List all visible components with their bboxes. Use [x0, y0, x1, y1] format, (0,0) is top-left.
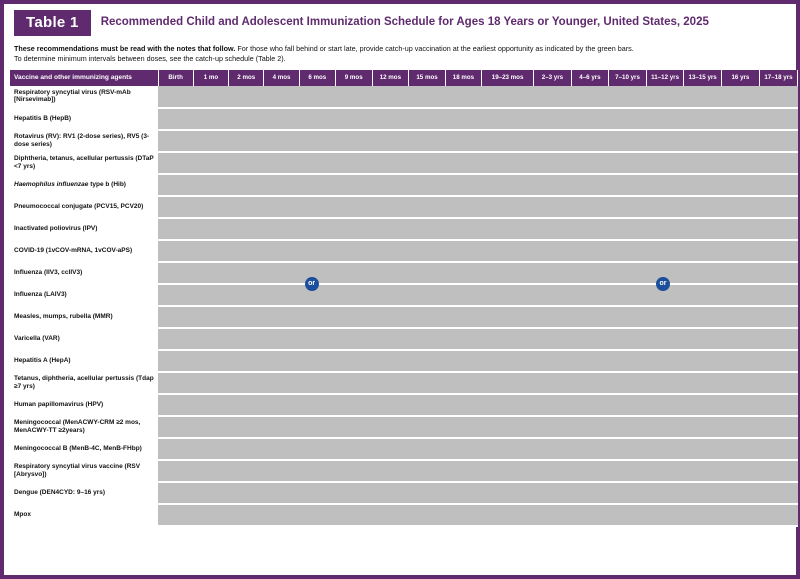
vaccine-name-cell: Respiratory syncytial virus vaccine (RSV [Abrysvo]): [10, 460, 158, 482]
schedule-bar-cell: [158, 482, 798, 504]
or-badge: or: [656, 277, 670, 291]
table-row: [10, 284, 798, 306]
column-header-6-mos: 6 mos: [300, 70, 336, 86]
schedule-bar-cell: [158, 460, 798, 482]
table-number-badge: Table 1: [14, 10, 91, 36]
vaccine-name-cell: Inactivated poliovirus (IPV): [10, 218, 158, 240]
table-row: [10, 108, 798, 130]
column-header-9-mos: 9 mos: [336, 70, 373, 86]
vaccine-name-cell: Influenza (LAIV3): [10, 284, 158, 306]
table-row: [10, 438, 798, 460]
schedule-bar-cell: [158, 108, 798, 130]
table-row: [10, 262, 798, 284]
table-row: [10, 394, 798, 416]
schedule-bar-cell: [158, 86, 798, 108]
table-row: [10, 152, 798, 174]
vaccine-name-cell: Influenza (IIV3, ccIIV3): [10, 262, 158, 284]
vaccine-name-cell: Meningococcal (MenACWY-CRM ≥2 mos, MenACWY-TT ≥2years): [10, 416, 158, 438]
schedule-bar-cell: [158, 262, 798, 288]
column-header-18-mos: 18 mos: [446, 70, 482, 86]
table-row: [10, 460, 798, 482]
schedule-bar-cell: [158, 372, 798, 394]
vaccine-name-cell: Tetanus, diphtheria, acellular pertussis (Tdap ≥7 yrs): [10, 372, 158, 394]
column-header-7-10-yrs: 7–10 yrs: [609, 70, 647, 86]
schedule-bar-cell: [158, 152, 798, 174]
column-header-19-23-mos: 19–23 mos: [482, 70, 534, 86]
vaccine-name-cell: Haemophilus influenzae type b (Hib): [10, 174, 158, 196]
vaccine-name-cell: Mpox: [10, 504, 158, 526]
page-title: Recommended Child and Adolescent Immunization Schedule for Ages 18 Years or Younger, United States, 2025: [100, 16, 709, 29]
schedule-bar-cell: [158, 504, 798, 526]
vaccine-name-cell: Dengue (DEN4CYD: 9–16 yrs): [10, 482, 158, 504]
table-row: [10, 218, 798, 240]
table-row: [10, 196, 798, 218]
schedule-bar-cell: [158, 284, 798, 306]
schedule-bar-cell: [158, 130, 798, 152]
schedule-bar-cell: [158, 394, 798, 416]
note-line2: To determine minimum intervals between doses, see the catch-up schedule (Table 2).: [14, 54, 286, 64]
schedule-bar-cell: [158, 416, 798, 438]
vaccine-name-cell: Diphtheria, tetanus, acellular pertussis (DTaP <7 yrs): [10, 152, 158, 174]
table-row: [10, 130, 798, 152]
table-row: [10, 482, 798, 504]
vaccine-name-cell: Pneumococcal conjugate (PCV15, PCV20): [10, 196, 158, 218]
table-row: [10, 372, 798, 394]
page-header: [4, 4, 796, 42]
column-header-birth: Birth: [159, 70, 194, 86]
vaccine-name-cell: Hepatitis B (HepB): [10, 108, 158, 130]
vaccine-name-cell: COVID-19 (1vCOV-mRNA, 1vCOV-aPS): [10, 240, 158, 262]
column-header-16-yrs: 16 yrs: [722, 70, 760, 86]
table-row: [10, 350, 798, 372]
column-header-15-mos: 15 mos: [409, 70, 446, 86]
column-header-1-mo: 1 mo: [194, 70, 229, 86]
column-header-17-18-yrs: 17–18 yrs: [760, 70, 798, 86]
column-header-4-6-yrs: 4–6 yrs: [572, 70, 610, 86]
schedule-bar-cell: [158, 306, 798, 328]
column-header-vaccine: Vaccine and other immunizing agents: [10, 70, 158, 86]
schedule-bar-cell: [158, 328, 798, 350]
column-header-row: [10, 70, 798, 86]
table-row: [10, 86, 798, 108]
column-header-11-12-yrs: 11–12 yrs: [647, 70, 685, 86]
column-header-2-3-yrs: 2–3 yrs: [534, 70, 572, 86]
schedule-bar-cell: [158, 350, 798, 372]
schedule-bar-cell: [158, 174, 798, 196]
table-row: [10, 306, 798, 328]
vaccine-name-cell: Human papillomavirus (HPV): [10, 394, 158, 416]
column-header-12-mos: 12 mos: [373, 70, 410, 86]
vaccine-name-cell: Hepatitis A (HepA): [10, 350, 158, 372]
table-row: [10, 416, 798, 438]
note-bold: These recommendations must be read with the notes that follow.: [14, 44, 236, 53]
table-row: [10, 504, 798, 526]
header-notes: [4, 42, 796, 70]
schedule-bar-cell: [158, 438, 798, 460]
vaccine-name-cell: Measles, mumps, rubella (MMR): [10, 306, 158, 328]
schedule-bar-cell: [158, 240, 798, 262]
table-row: [10, 174, 798, 196]
column-header-2-mos: 2 mos: [229, 70, 264, 86]
schedule-bar-cell: [158, 196, 798, 218]
schedule-bar-cell: [158, 218, 798, 240]
schedule-table: [10, 70, 798, 527]
vaccine-name-cell: Varicella (VAR): [10, 328, 158, 350]
or-badge: or: [305, 277, 319, 291]
vaccine-name-cell: Respiratory syncytial virus (RSV-mAb [Nirsevimab]): [10, 86, 158, 108]
note-rest: For those who fall behind or start late, provide catch-up vaccination at the earliest opportunity as indicated by the green bars.: [235, 44, 634, 53]
vaccine-name-cell: Meningococcal B (MenB-4C, MenB-FHbp): [10, 438, 158, 460]
vaccine-name-cell: Rotavirus (RV): RV1 (2-dose series), RV5 (3-dose series): [10, 130, 158, 152]
column-header-4-mos: 4 mos: [264, 70, 299, 86]
column-header-13-15-yrs: 13–15 yrs: [684, 70, 722, 86]
table-row: [10, 328, 798, 350]
schedule-grid: [10, 70, 798, 527]
table-row: [10, 240, 798, 262]
